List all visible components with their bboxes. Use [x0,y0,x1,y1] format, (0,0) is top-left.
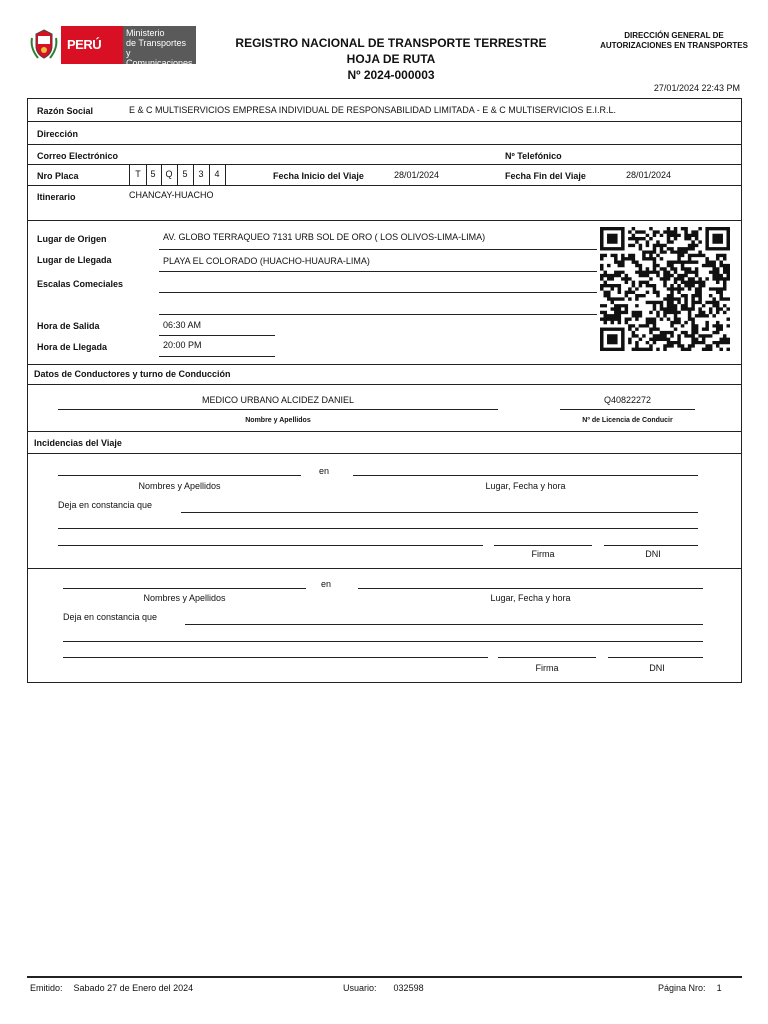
placa-char: 5 [177,165,194,185]
placa-char: T [129,165,147,185]
placa-char: 3 [193,165,210,185]
incident1-constancia: Deja en constancia que [58,500,153,510]
hora-llegada-label: Hora de Llegada [37,342,108,352]
direccion-label: Dirección [37,129,79,139]
escalas-label: Escalas Comeciales [37,279,124,289]
incident2-place-caption: Lugar, Fecha y hora [490,593,571,603]
fecha-inicio-value: 28/01/2024 [394,170,440,180]
fecha-fin-value: 28/01/2024 [626,170,672,180]
title-line-1: REGISTRO NACIONAL DE TRANSPORTE TERRESTRE [235,36,547,50]
usuario-value: 032598 [393,983,424,993]
placa-char: Q [161,165,178,185]
document-title [200,35,582,83]
fecha-inicio-label: Fecha Inicio del Viaje [273,171,364,181]
footer-emitido [30,983,193,993]
usuario-label: Usuario: [343,983,377,993]
title-line-2: HOJA DE RUTA [346,52,436,66]
placa-char: 5 [145,165,162,185]
incidents-section-label: Incidencias del Viaje [34,438,122,448]
fecha-fin-label: Fecha Fin del Viaje [505,171,586,181]
incident2-constancia: Deja en constancia que [63,612,158,622]
incident1-place-caption: Lugar, Fecha y hora [485,481,566,491]
itinerario-label: Itinerario [37,192,76,202]
incident2-names-caption: Nombres y Apellidos [143,593,226,603]
ministry-line-2: de Transportes [126,38,187,48]
incident2-firma: Firma [535,663,559,673]
driver-license: Q40822272 [603,395,652,405]
driver-license-caption: Nº de Licencia de Conducir [582,417,673,424]
incident1-names-caption: Nombres y Apellidos [138,481,221,491]
emitido-label: Emitido: [30,983,63,993]
qr-code-icon [600,227,730,351]
coat-of-arms-icon [28,26,60,64]
agency-line-1: DIRECCIÓN GENERAL DE [624,31,724,40]
hora-salida-value: 06:30 AM [163,320,202,330]
incident2-dni: DNI [649,663,665,673]
incident1-dni: DNI [645,549,661,559]
driver-name: MEDICO URBANO ALCIDEZ DANIEL [201,395,355,405]
peru-logo [28,26,196,68]
footer-pagina [658,983,722,993]
agency-line-2: AUTORIZACIONES EN TRANSPORTES [600,41,748,50]
pagina-label: Página Nro: [658,983,706,993]
ministry-line-1: Ministerio [126,28,165,38]
hora-llegada-value: 20:00 PM [163,340,202,350]
ministry-badge [123,26,196,68]
country-label: PERÚ [67,37,102,52]
correo-label: Correo Electrónico [37,151,119,161]
razon-social-label: Razón Social [37,106,94,116]
origen-label: Lugar de Origen [37,234,107,244]
ministry-line-3: y Comunicaciones [126,48,193,68]
llegada-value: PLAYA EL COLORADO (HUACHO-HUAURA-LIMA) [163,256,370,266]
driver-name-caption: Nombre y Apellidos [245,417,311,424]
title-line-3: Nº 2024-000003 [347,68,435,82]
footer-divider [27,976,742,978]
footer-usuario [343,983,424,993]
itinerario-value: CHANCAY-HUACHO [129,190,214,200]
incident1-firma: Firma [531,549,555,559]
peru-badge [61,26,123,64]
telefono-label: Nº Telefónico [505,151,562,161]
placa-char: 4 [209,165,226,185]
placa-label: Nro Placa [37,171,79,181]
hora-salida-label: Hora de Salida [37,321,100,331]
origen-value: AV. GLOBO TERRAQUEO 7131 URB SOL DE ORO ( LOS OLIVOS-LIMA-LIMA) [163,232,486,242]
razon-social-value: E & C MULTISERVICIOS EMPRESA INDIVIDUAL DE RESPONSABILIDAD LIMITADA - E & C MULTISERVICIOS E.I.R.L. [129,105,616,115]
pagina-value: 1 [716,983,722,993]
drivers-section-label: Datos de Conductores y turno de Conducción [34,369,231,379]
emitido-value: Sabado 27 de Enero del 2024 [73,983,194,993]
incident2-en: en [321,579,332,589]
print-datetime: 27/01/2024 22:43 PM [653,83,740,93]
agency-name [598,31,750,51]
llegada-label: Lugar de Llegada [37,255,112,265]
incident1-en: en [319,466,330,476]
qr-code [600,227,730,351]
